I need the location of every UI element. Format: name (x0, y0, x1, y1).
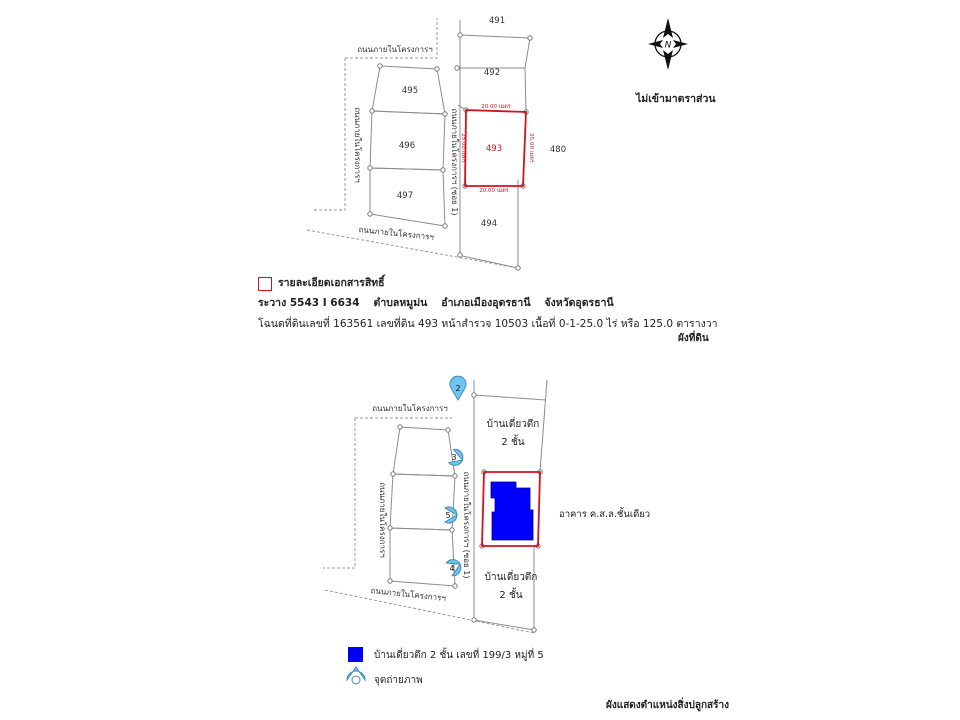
legend-province: จังหวัดอุดรธานี (544, 297, 614, 309)
house-top-line1: บ้านเดี่ยวตึก (486, 419, 540, 430)
road-label-middle: ถนนภายในโครงการฯ (ซอย 1) (450, 108, 459, 216)
parcel-493-label: 493 (485, 144, 503, 154)
road-label-middle-b: ถนนภายในโครงการฯ (ซอย 1) (462, 471, 471, 579)
road-label-top: ถนนภายในโครงการฯ (357, 45, 433, 54)
house-top-line2: 2 ชั้น (501, 437, 525, 448)
dimension-right: 25.00 เมตร (528, 133, 534, 163)
legend-boundary-swatch (258, 277, 272, 291)
road-label-left-b: ถนนภายในโครงการฯ (378, 482, 387, 558)
house-bottom-line2: 2 ชั้น (499, 590, 523, 601)
building-legend-swatch (348, 647, 363, 662)
caption-building-plan: ผังแสดงตำแหน่งสิ่งปลูกสร้าง (606, 700, 730, 711)
scale-note: ไม่เข้ามาตราส่วน (636, 93, 716, 105)
photo-point-4-icon (446, 557, 464, 577)
building-legend-text: บ้านเดี่ยวตึก 2 ชั้น เลขที่ 199/3 หมู่ที่ 5 (374, 650, 544, 661)
photo-point-3-label: 3 (451, 453, 457, 462)
photo-point-4-label: 4 (449, 564, 455, 573)
caption-land-plan: ผังที่ดิน (678, 333, 709, 344)
parcel-497-label: 497 (396, 191, 414, 201)
photo-point-5-label: 5 (445, 511, 451, 520)
legend-amphoe: อำเภอเมืองอุดรธานี (441, 297, 531, 309)
parcel-480-label: 480 (549, 145, 567, 155)
dimension-top: 20.00 เมตร (481, 104, 511, 110)
photo-point-2-icon (450, 376, 466, 400)
photo-legend-text: จุดถ่ายภาพ (374, 675, 423, 686)
parcel-491-label: 491 (488, 16, 506, 26)
photo-point-5-icon (445, 507, 457, 523)
legend-tambon: ตำบลหมูม่น (373, 297, 428, 309)
road-label-left: ถนนภายในโครงการฯ (353, 107, 362, 183)
north-label: N (664, 40, 672, 51)
legend-deed-details: โฉนดที่ดินเลขที่ 163561 เลขที่ดิน 493 หน้าสำรวจ 10503 เนื้อที่ 0-1-25.0 ไร่ หรือ 125.0 ตารางวา (258, 318, 718, 330)
dimension-left: 25.00 เมตร (460, 133, 466, 163)
parcel-492-label: 492 (483, 68, 501, 78)
road-label-top-b: ถนนภายในโครงการฯ (372, 404, 448, 413)
legend-rawang: ระวาง 5543 I 6634 (258, 297, 360, 309)
parcel-496-label: 496 (398, 141, 416, 151)
photo-point-2-label: 2 (455, 384, 461, 393)
left-block-lots-bottom (390, 427, 455, 586)
legend-title: รายละเอียดเอกสารสิทธิ์ (278, 277, 385, 289)
north-arrow-icon (648, 18, 688, 70)
road-label-bottom-b: ถนนภายในโครงการฯ (370, 586, 447, 603)
parcel-495-label: 495 (401, 86, 419, 96)
road-label-bottom: ถนนภายในโครงการฯ (358, 225, 435, 242)
building-footprint (491, 482, 533, 540)
dimension-bottom: 20.00 เมตร (479, 188, 509, 194)
photo-point-legend-icon (347, 667, 365, 684)
building-label: อาคาร ค.ส.ล.ชั้นเดียว (559, 509, 651, 520)
parcel-494-label: 494 (480, 219, 498, 229)
house-bottom-line1: บ้านเดี่ยวตึก (484, 572, 538, 583)
legend-location (258, 298, 628, 309)
